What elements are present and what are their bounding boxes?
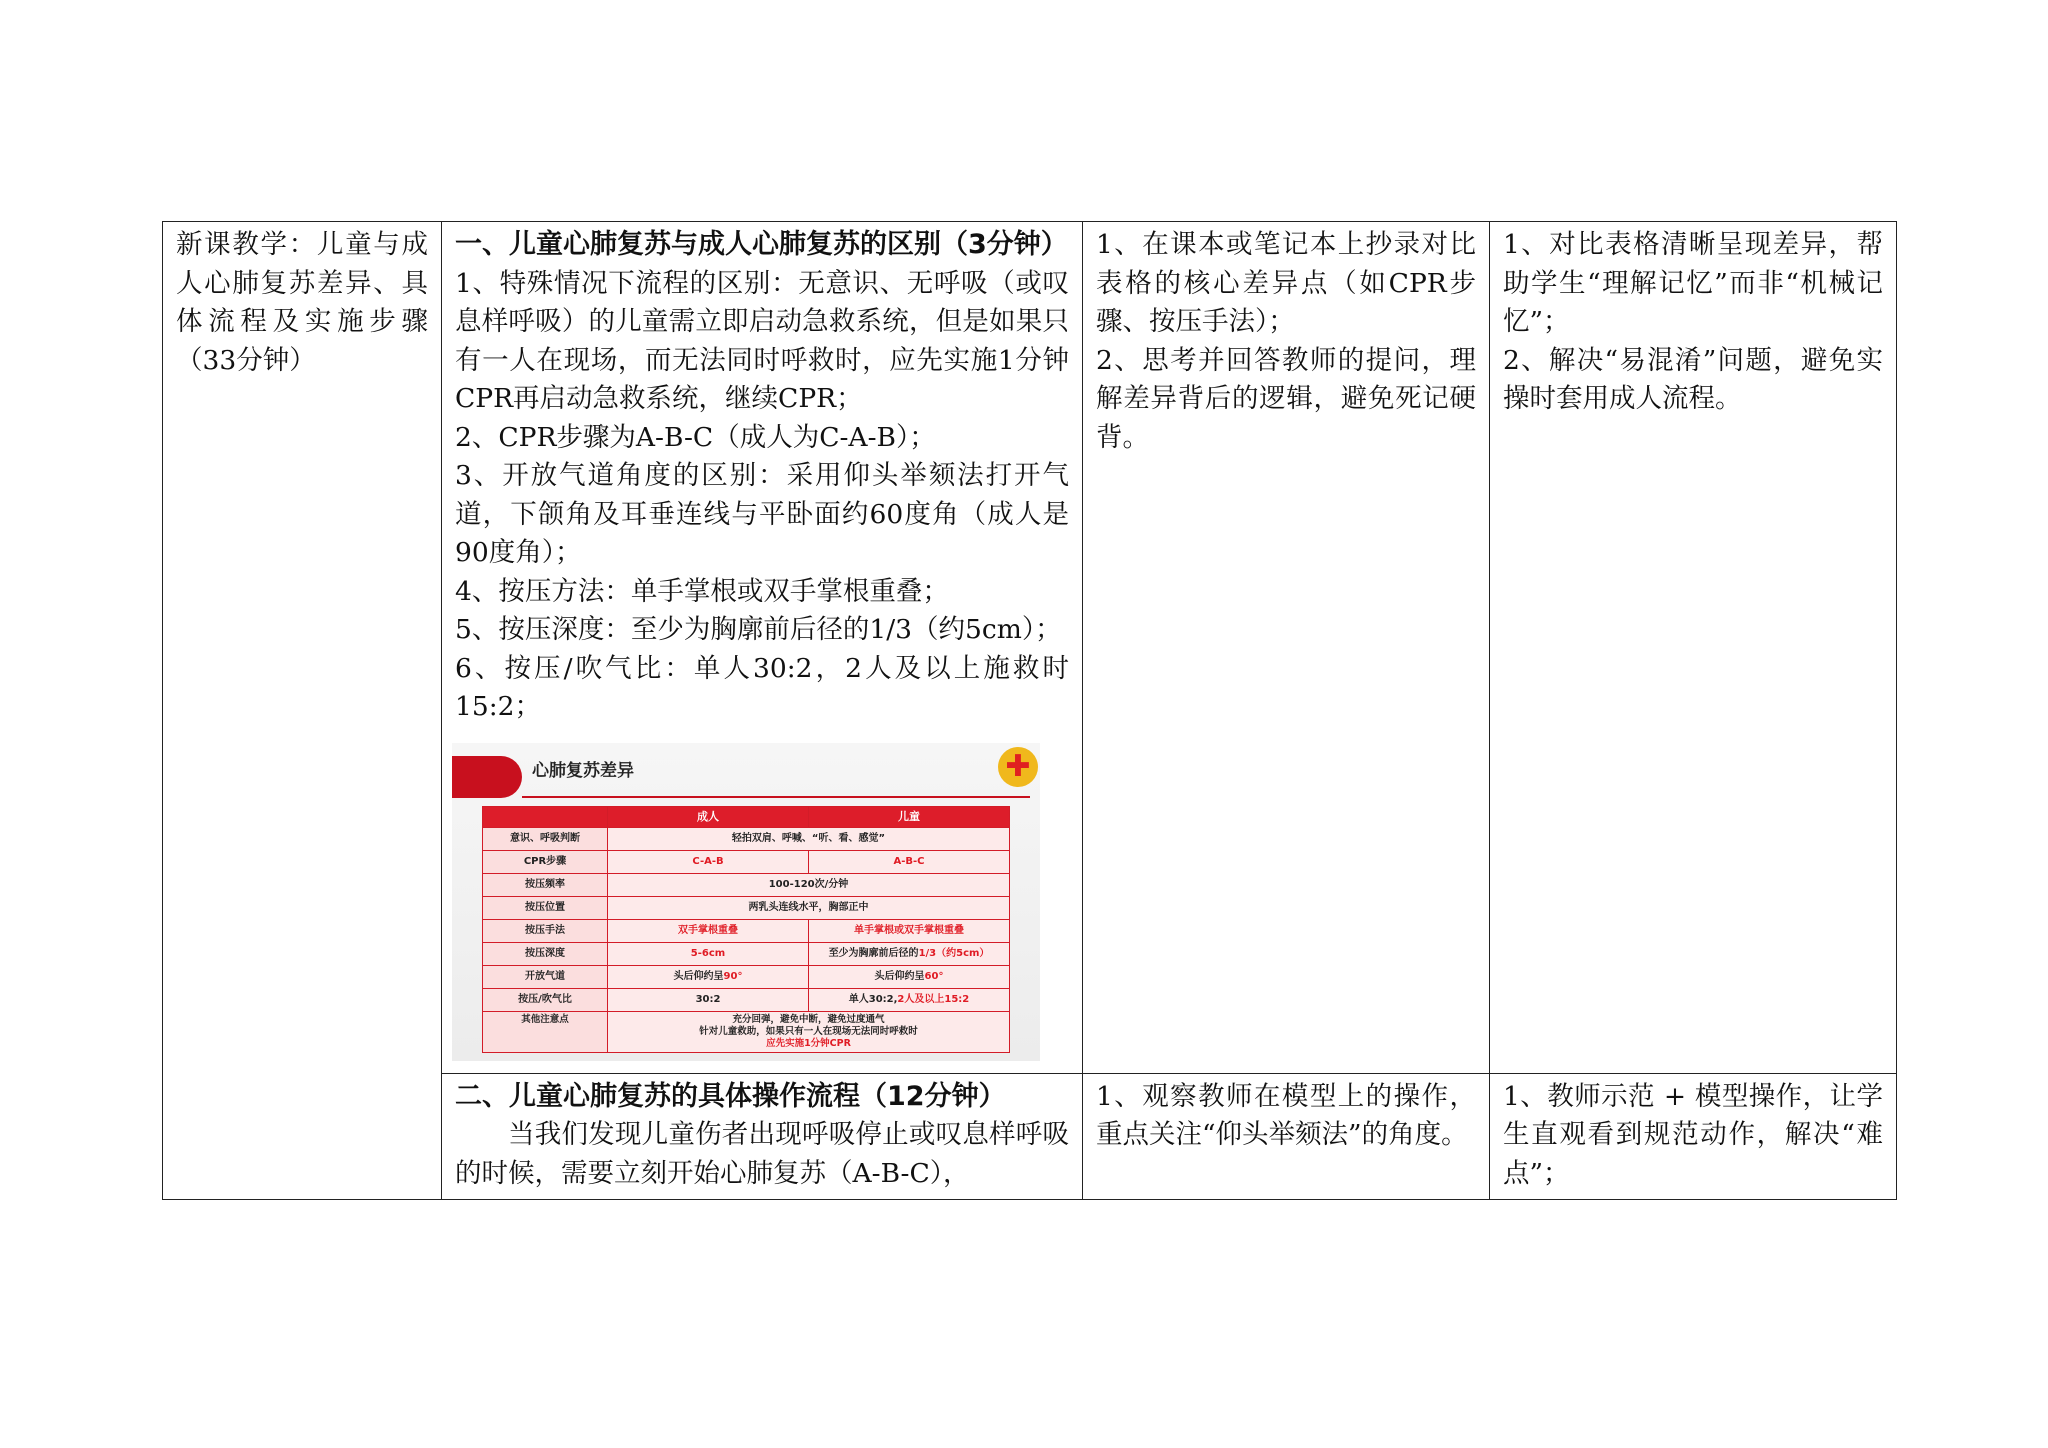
cell: 5-6cm — [608, 942, 809, 965]
note-line: 应先实施1分钟CPR — [766, 1037, 851, 1049]
cell — [809, 988, 1010, 1011]
cell-highlight: 90° — [723, 970, 743, 982]
cpr-comparison-slide — [452, 743, 1040, 1061]
table-row — [483, 827, 1010, 850]
header-cell — [483, 806, 608, 827]
table-row — [483, 896, 1010, 919]
paragraph: 当我们发现儿童伤者出现呼吸停止或叹息样呼吸的时候，需要立刻开始心肺复苏（A-B-C）， — [455, 1119, 1069, 1189]
part2-heading: 二、儿童心肺复苏的具体操作流程（12分钟） — [455, 1080, 1006, 1112]
list-item: 5、按压深度：至少为胸廓前后径的1/3（约5cm）； — [455, 614, 1062, 645]
student-activity-cell — [1083, 222, 1490, 1074]
table-row — [483, 873, 1010, 896]
header-cell: 成人 — [608, 806, 809, 827]
section-cell — [163, 222, 442, 1200]
list-item: 2、CPR步骤为A-B-C（成人为C-A-B）； — [455, 421, 936, 453]
list-item: 1、教师示范 + 模型操作，让学生直观看到规范动作，解决“难点”； — [1503, 1080, 1883, 1189]
cell — [809, 965, 1010, 988]
part1-heading: 一、儿童心肺复苏与成人心肺复苏的区别（3分钟） — [455, 229, 1068, 260]
cell — [608, 1011, 1010, 1052]
cell: 单手掌根或双手掌根重叠 — [809, 919, 1010, 942]
cell: 100-120次/分钟 — [608, 873, 1010, 896]
row-label: 按压深度 — [483, 942, 608, 965]
table-row — [483, 988, 1010, 1011]
teacher-activity-cell — [442, 1073, 1083, 1200]
list-item: 6、按压/吹气比：单人30:2，2人及以上施救时15:2； — [455, 652, 1069, 722]
row-label: 按压手法 — [483, 919, 608, 942]
comparison-table — [482, 806, 1010, 1053]
slide-title: 心肺复苏差异 — [532, 760, 634, 781]
list-item: 2、思考并回答教师的提问，理解差异背后的逻辑，避免死记硬背。 — [1096, 344, 1476, 453]
teacher-activity-cell — [442, 222, 1083, 1074]
lesson-plan-table — [162, 221, 1897, 1200]
table-row — [483, 942, 1010, 965]
header-cell: 儿童 — [809, 806, 1010, 827]
table-row — [483, 1011, 1010, 1052]
cell-text: 单人30:2, — [848, 993, 898, 1005]
note-line: 针对儿童救助，如果只有一人在现场无法同时呼救时 — [699, 1025, 918, 1037]
cell-highlight: 1/3（约5cm） — [918, 947, 990, 959]
table-row — [483, 965, 1010, 988]
cell: 两乳头连线水平，胸部正中 — [608, 896, 1010, 919]
cell: A-B-C — [809, 850, 1010, 873]
row-label: 意识、呼吸判断 — [483, 827, 608, 850]
row-label: CPR步骤 — [483, 850, 608, 873]
cell-highlight: 60° — [924, 970, 944, 982]
list-item: 1、特殊情况下流程的区别：无意识、无呼吸（或叹息样呼吸）的儿童需立即启动急救系统，但是如果只有一人在现场，而无法同时呼救时，应先实施1分钟CPR再启动急救系统，继续CPR； — [455, 267, 1069, 414]
row-label: 按压频率 — [483, 873, 608, 896]
list-item: 1、在课本或笔记本上抄录对比表格的核心差异点（如CPR步骤、按压手法）； — [1096, 229, 1476, 337]
row-label: 开放气道 — [483, 965, 608, 988]
slide-divider — [522, 796, 1030, 798]
cell-text: 头后仰约呈 — [874, 970, 925, 982]
list-item: 1、对比表格清晰呈现差异，帮助学生“理解记忆”而非“机械记忆”； — [1503, 229, 1883, 337]
row-label: 其他注意点 — [483, 1011, 608, 1052]
cell-text: 头后仰约呈 — [673, 970, 724, 982]
list-item: 1、观察教师在模型上的操作，重点关注“仰头举颏法”的角度。 — [1096, 1080, 1476, 1150]
cell — [809, 942, 1010, 965]
student-activity-cell — [1083, 1073, 1490, 1200]
table-row — [163, 222, 1897, 1074]
cell: 30:2 — [608, 988, 809, 1011]
table-row — [483, 806, 1010, 827]
section-title: 新课教学：儿童与成人心肺复苏差异、具体流程及实施步骤（33分钟） — [176, 229, 428, 376]
cell: C-A-B — [608, 850, 809, 873]
slide-ribbon — [452, 756, 522, 798]
row-label: 按压/吹气比 — [483, 988, 608, 1011]
list-item: 3、开放气道角度的区别：采用仰头举颏法打开气道，下颌角及耳垂连线与平卧面约60度角（成人是90度角）； — [455, 460, 1069, 568]
cell: 双手掌根重叠 — [608, 919, 809, 942]
list-item: 2、解决“易混淆”问题，避免实操时套用成人流程。 — [1503, 344, 1883, 414]
list-item: 4、按压方法：单手掌根或双手掌根重叠； — [455, 575, 949, 607]
design-intent-cell — [1490, 1073, 1897, 1200]
row-label: 按压位置 — [483, 896, 608, 919]
note-line: 充分回弹，避免中断，避免过度通气 — [732, 1013, 885, 1025]
table-row — [483, 919, 1010, 942]
cell: 轻拍双肩、呼喊、“听、看、感觉” — [608, 827, 1010, 850]
table-row — [483, 850, 1010, 873]
design-intent-cell — [1490, 222, 1897, 1074]
red-cross-icon: ✚ — [998, 747, 1038, 787]
cell — [608, 965, 809, 988]
cell-highlight: 2人及以上15:2 — [897, 993, 970, 1005]
cell-text: 至少为胸廓前后径的 — [828, 947, 919, 959]
